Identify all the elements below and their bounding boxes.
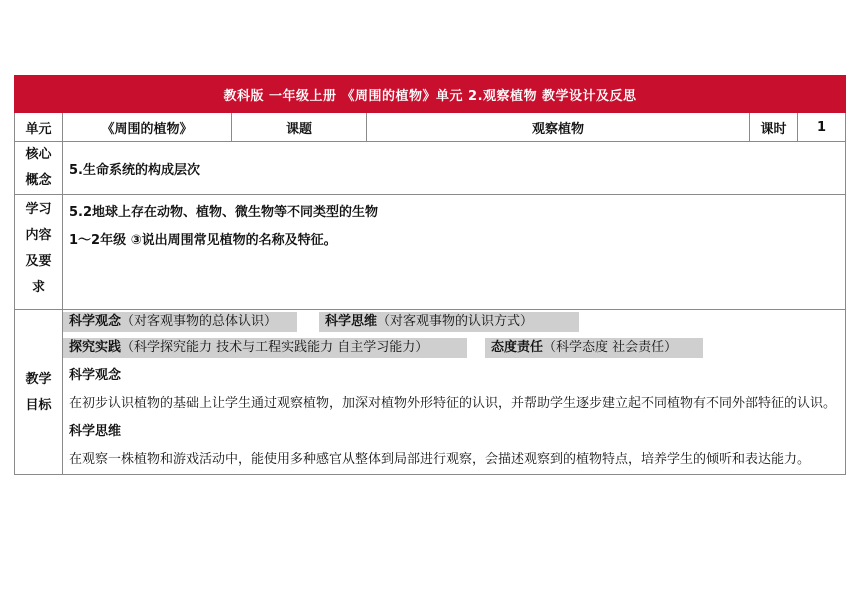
unit-label: 单元 (15, 113, 63, 142)
study-content-text (63, 195, 846, 310)
topic-value: 观察植物 (367, 113, 750, 142)
hours-value: 1 (798, 113, 846, 142)
tag-attitude-responsibility: 态度责任（科学态度 社会责任） (485, 338, 703, 358)
core-concept-label: 核心 概念 (15, 142, 63, 195)
hours-label: 课时 (750, 113, 798, 142)
tag-science-thinking: 科学思维（对客观事物的认识方式） (319, 312, 579, 332)
teaching-goals-row (15, 310, 846, 475)
unit-info-row (15, 113, 846, 142)
section-title-science-concept: 科学观念 (69, 368, 122, 383)
document-title: 教科版 一年级上册 《周围的植物》单元 2.观察植物 教学设计及反思 (15, 76, 846, 113)
study-content-label: 学习 内容 及要 求 (15, 195, 63, 310)
tag-line-1 (63, 310, 845, 336)
topic-label: 课题 (232, 113, 367, 142)
study-line-2: 1～2年级 ③说出周围常见植物的名称及特征。 (69, 233, 337, 248)
study-content-row (15, 195, 846, 310)
lesson-plan-sheet (14, 75, 845, 475)
tag-inquiry-practice: 探究实践（科学探究能力 技术与工程实践能力 自主学习能力） (63, 338, 467, 358)
section-text-science-concept: 在初步认识植物的基础上让学生通过观察植物，加深对植物外形特征的认识，并帮助学生逐步建立起不同植物有不同外部特征的认识。 (69, 396, 837, 411)
tag-line-2 (63, 336, 845, 362)
unit-value: 《周围的植物》 (63, 113, 232, 142)
teaching-goals-content (63, 310, 846, 475)
study-line-1: 5.2地球上存在动物、植物、微生物等不同类型的生物 (69, 205, 379, 220)
section-title-science-thinking: 科学思维 (69, 424, 122, 439)
lesson-plan-table (14, 75, 846, 475)
core-concept-text: 5.生命系统的构成层次 (63, 142, 846, 195)
goal-sections (63, 362, 845, 474)
tag-science-concept: 科学观念（对客观事物的总体认识） (63, 312, 297, 332)
core-concept-row (15, 142, 846, 195)
section-text-science-thinking: 在观察一株植物和游戏活动中，能使用多种感官从整体到局部进行观察，会描述观察到的植物特点，培养学生的倾听和表达能力。 (69, 452, 811, 467)
teaching-goals-label: 教学 目标 (15, 310, 63, 475)
